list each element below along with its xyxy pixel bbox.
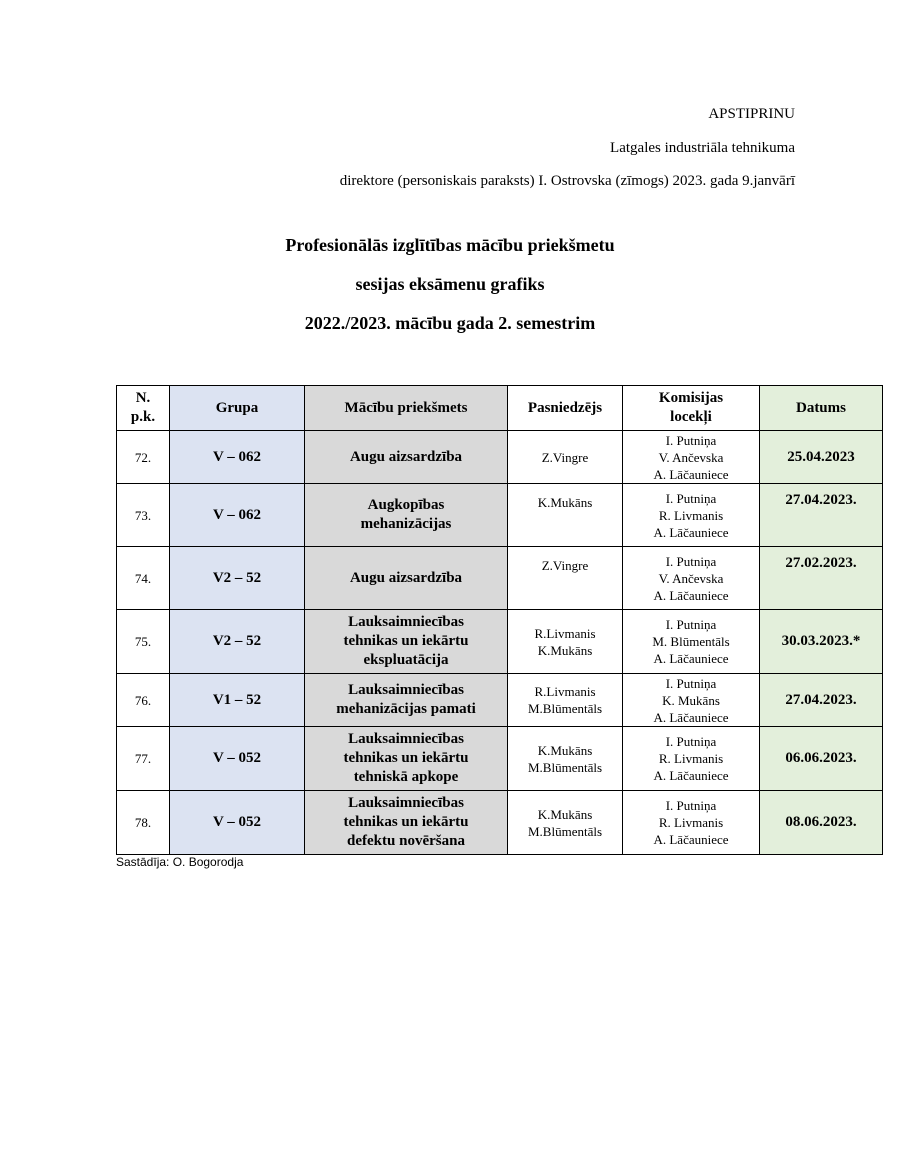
row-subject: Lauksaimniecības tehnikas un iekārtu tehniskā apkope <box>305 727 508 791</box>
row-subject: Lauksaimniecības tehnikas un iekārtu ekspluatācija <box>305 610 508 674</box>
row-group: V – 052 <box>170 727 305 791</box>
row-teacher: R.Livmanis K.Mukāns <box>508 610 623 674</box>
row-teacher: R.Livmanis M.Blūmentāls <box>508 674 623 727</box>
row-number: 73. <box>117 484 170 547</box>
row-number: 77. <box>117 727 170 791</box>
row-number: 72. <box>117 431 170 484</box>
row-group: V – 062 <box>170 431 305 484</box>
row-subject: Lauksaimniecības mehanizācijas pamati <box>305 674 508 727</box>
row-teacher: K.Mukāns M.Blūmentāls <box>508 791 623 855</box>
table-row <box>117 431 883 484</box>
header-number: N. p.k. <box>117 386 170 431</box>
header-subject: Mācību priekšmets <box>305 386 508 431</box>
row-subject: Augkopības mehanizācijas <box>305 484 508 547</box>
approval-heading: APSTIPRINU <box>708 106 795 122</box>
row-group: V2 – 52 <box>170 610 305 674</box>
row-group: V2 – 52 <box>170 547 305 610</box>
row-date: 08.06.2023. <box>760 791 883 855</box>
row-commission: I. Putniņa R. Livmanis A. Lāčauniece <box>623 727 760 791</box>
row-date: 30.03.2023.* <box>760 610 883 674</box>
row-commission: I. Putniņa R. Livmanis A. Lāčauniece <box>623 791 760 855</box>
approval-signature-line: direktore (personiskais paraksts) I. Ostrovska (zīmogs) 2023. gada 9.janvārī <box>339 173 795 189</box>
table-row <box>117 547 883 610</box>
table-row <box>117 791 883 855</box>
document-title-line-1: Profesionālās izglītības mācību priekšmetu <box>285 235 615 255</box>
header-commission: Komisijas locekļi <box>623 386 760 431</box>
header-group: Grupa <box>170 386 305 431</box>
exam-schedule-table <box>116 385 883 855</box>
table-header-row <box>117 386 883 431</box>
row-commission: I. Putniņa R. Livmanis A. Lāčauniece <box>623 484 760 547</box>
row-date: 27.02.2023. <box>760 547 883 610</box>
table-row <box>117 674 883 727</box>
row-date: 06.06.2023. <box>760 727 883 791</box>
row-commission: I. Putniņa M. Blūmentāls A. Lāčauniece <box>623 610 760 674</box>
row-date: 27.04.2023. <box>760 674 883 727</box>
row-group: V – 052 <box>170 791 305 855</box>
row-date: 25.04.2023 <box>760 431 883 484</box>
row-number: 74. <box>117 547 170 610</box>
row-subject: Lauksaimniecības tehnikas un iekārtu defektu novēršana <box>305 791 508 855</box>
row-date: 27.04.2023. <box>760 484 883 547</box>
row-commission: I. Putniņa K. Mukāns A. Lāčauniece <box>623 674 760 727</box>
approval-institution: Latgales industriāla tehnikuma <box>610 140 795 156</box>
row-teacher: Z.Vingre <box>508 547 623 610</box>
row-teacher: K.Mukāns M.Blūmentāls <box>508 727 623 791</box>
row-number: 75. <box>117 610 170 674</box>
row-group: V – 062 <box>170 484 305 547</box>
row-group: V1 – 52 <box>170 674 305 727</box>
document-title-line-3: 2022./2023. mācību gada 2. semestrim <box>304 313 596 333</box>
row-number: 76. <box>117 674 170 727</box>
row-number: 78. <box>117 791 170 855</box>
table-row <box>117 610 883 674</box>
compiled-by-note: Sastādīja: O. Bogorodja <box>116 855 244 869</box>
row-commission: I. Putniņa V. Ančevska A. Lāčauniece <box>623 431 760 484</box>
row-subject: Augu aizsardzība <box>305 431 508 484</box>
row-commission: I. Putniņa V. Ančevska A. Lāčauniece <box>623 547 760 610</box>
row-teacher: K.Mukāns <box>508 484 623 547</box>
row-teacher: Z.Vingre <box>508 431 623 484</box>
table-row <box>117 727 883 791</box>
row-subject: Augu aizsardzība <box>305 547 508 610</box>
header-teacher: Pasniedzējs <box>508 386 623 431</box>
document-title-line-2: sesijas eksāmenu grafiks <box>355 274 545 294</box>
table-row <box>117 484 883 547</box>
header-date: Datums <box>760 386 883 431</box>
